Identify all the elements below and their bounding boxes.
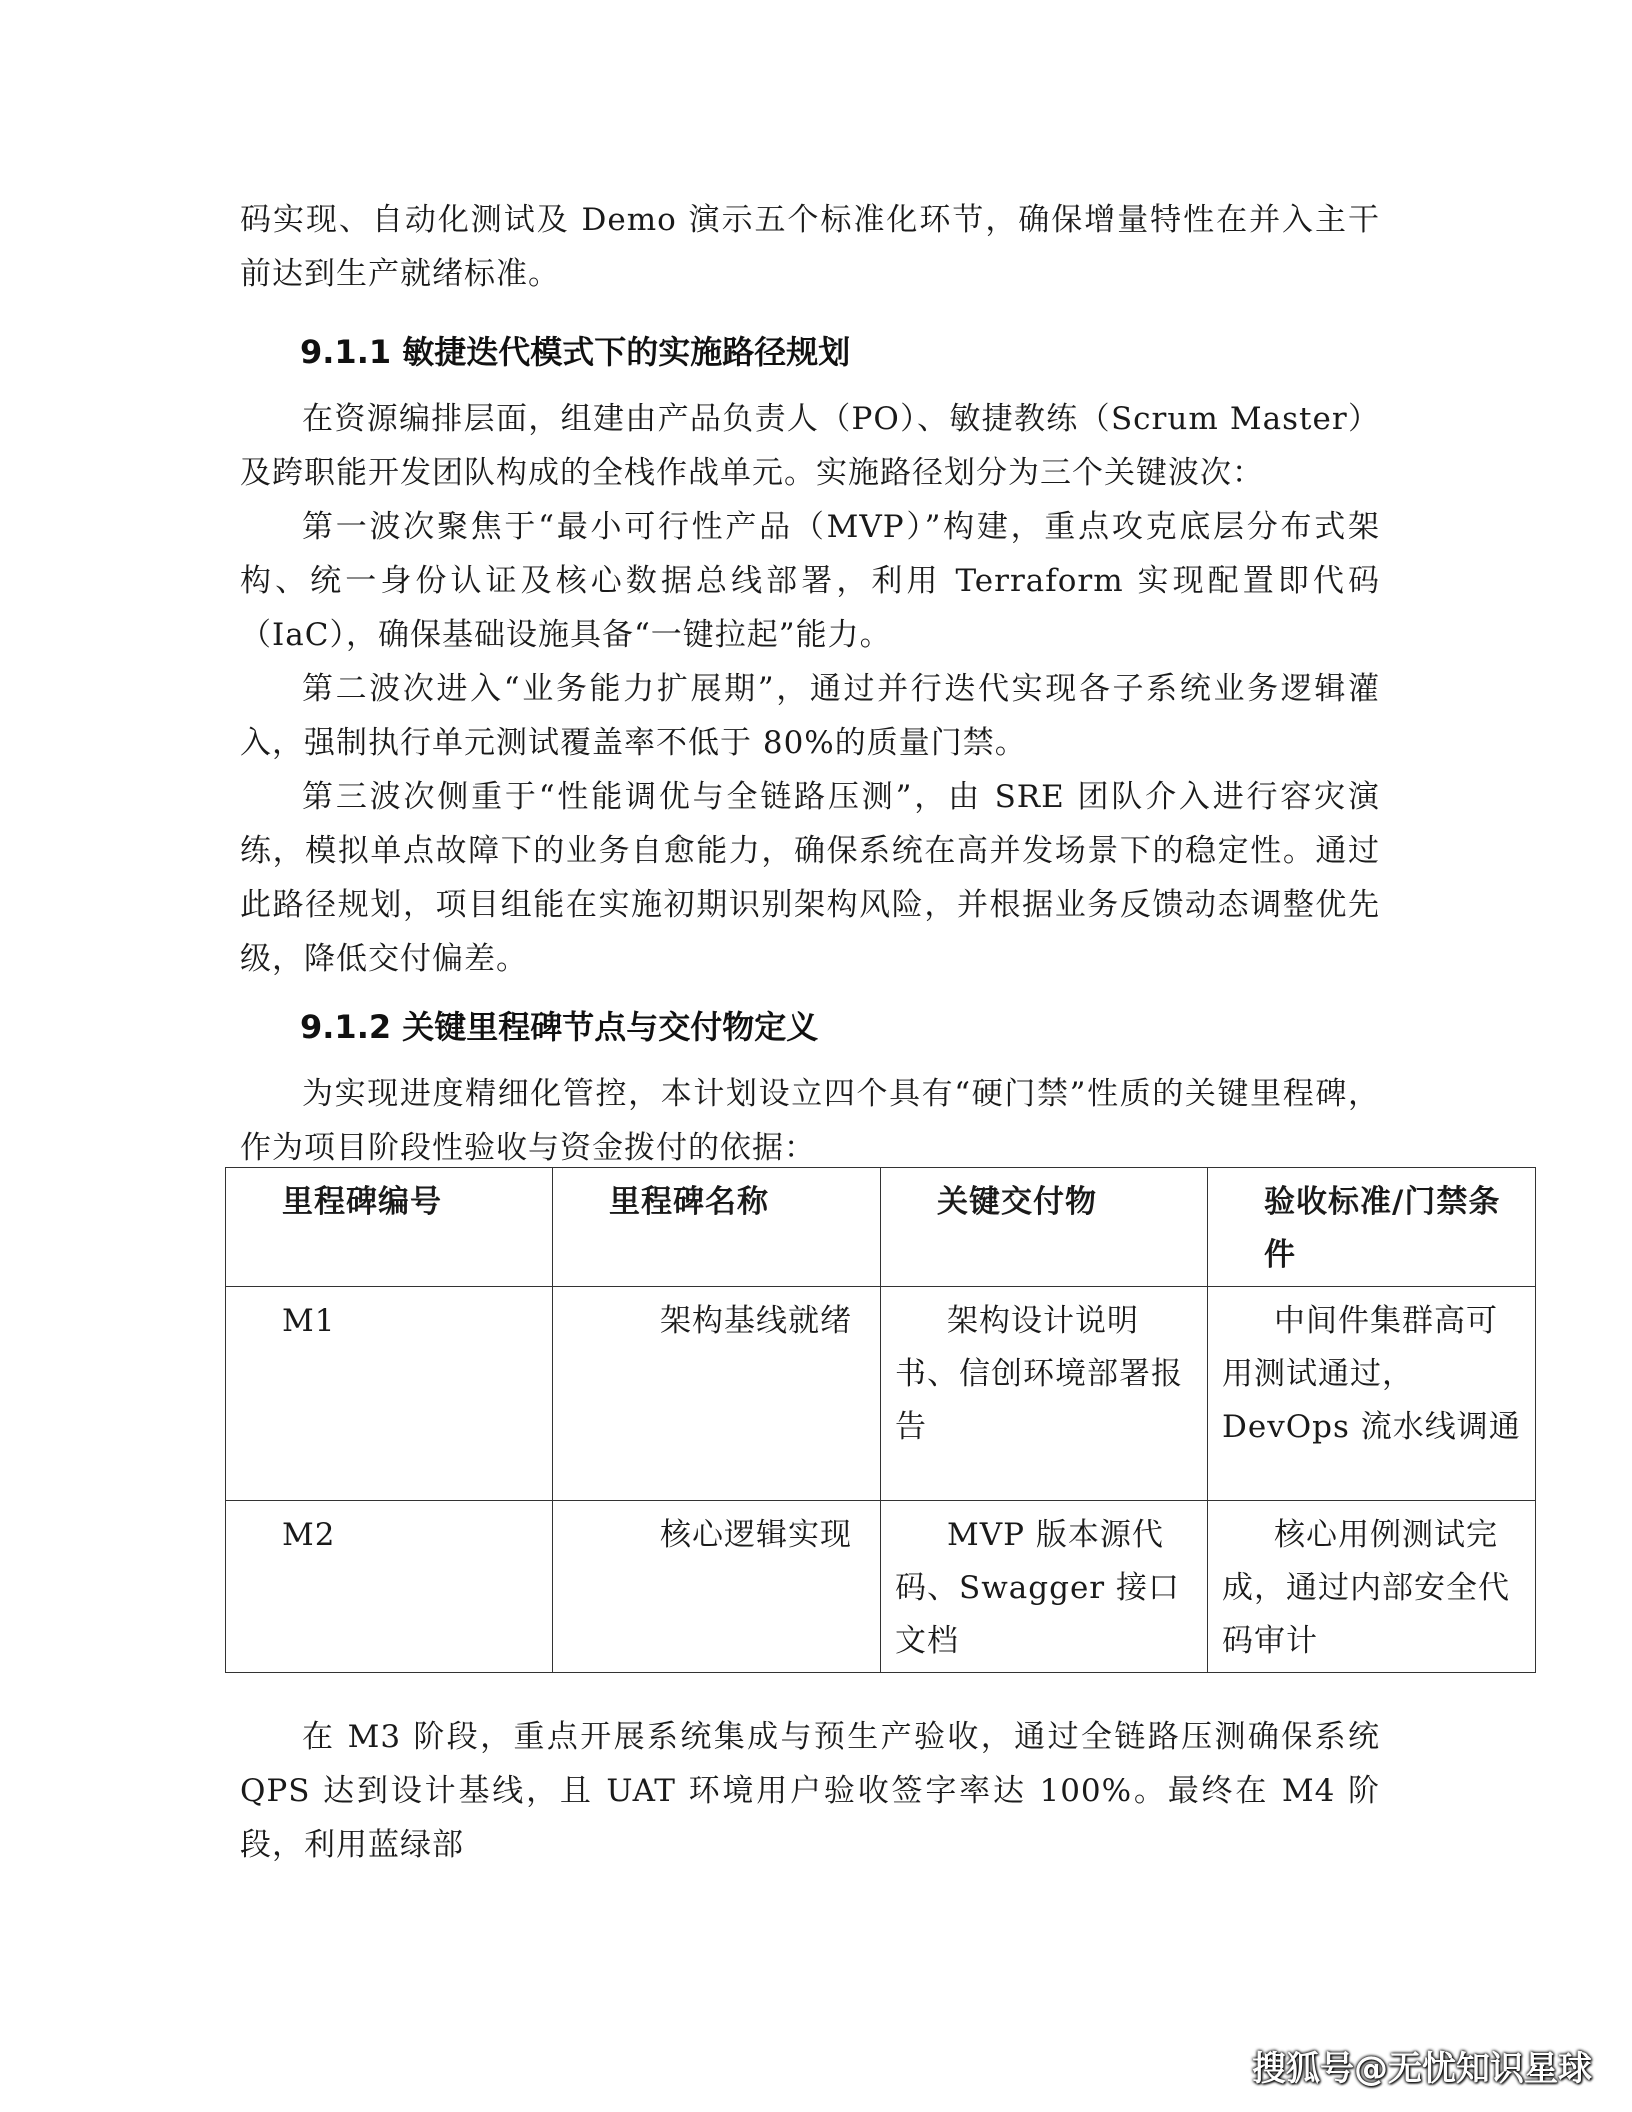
- paragraph-m3-m4: 在 M3 阶段，重点开展系统集成与预生产验收，通过全链路压测确保系统 QPS 达到设计基线，且 UAT 环境用户验收签字率达 100%。最终在 M4 阶段，利用蓝绿部: [240, 1719, 1380, 1863]
- table-header-cell: 里程碑编号: [226, 1168, 553, 1287]
- table-row: [226, 1501, 1536, 1673]
- paragraph-intro-continuation: 码实现、自动化测试及 Demo 演示五个标准化环节，确保增量特性在并入主干前达到生产就绪标准。: [240, 202, 1380, 292]
- paragraph-wave-one: 第一波次聚焦于“最小可行性产品（MVP）”构建，重点攻克底层分布式架构、统一身份认证及核心数据总线部署，利用 Terraform 实现配置即代码（IaC），确保基础设施具备“一键拉起”能力。: [240, 509, 1380, 653]
- milestone-table: [225, 1167, 1536, 1673]
- section-heading-9-1-1: 9.1.1 敏捷迭代模式下的实施路径规划: [300, 333, 851, 371]
- table-header-cell: 关键交付物: [881, 1168, 1208, 1287]
- deliverables-cell: MVP 版本源代码、Swagger 接口文档: [881, 1501, 1208, 1673]
- paragraph-resource-orchestration: 在资源编排层面，组建由产品负责人（PO）、敏捷教练（Scrum Master）及跨职能开发团队构成的全栈作战单元。实施路径划分为三个关键波次：: [240, 401, 1380, 491]
- acceptance-criteria-cell: 核心用例测试完成，通过内部安全代码审计: [1208, 1501, 1536, 1673]
- paragraph-wave-two: 第二波次进入“业务能力扩展期”，通过并行迭代实现各子系统业务逻辑灌入，强制执行单元测试覆盖率不低于 80%的质量门禁。: [240, 671, 1380, 761]
- milestone-id-cell: M2: [226, 1501, 553, 1673]
- table-header-row: [226, 1168, 1536, 1287]
- deliverables-cell: 架构设计说明书、信创环境部署报告: [881, 1287, 1208, 1501]
- paragraph-milestone-intro: 为实现进度精细化管控，本计划设立四个具有“硬门禁”性质的关键里程碑，作为项目阶段性验收与资金拨付的依据：: [240, 1076, 1380, 1166]
- table-header-cell: 验收标准/门禁条件: [1208, 1168, 1536, 1287]
- milestone-name-cell: 架构基线就绪: [553, 1287, 881, 1501]
- acceptance-criteria-cell: 中间件集群高可用测试通过，DevOps 流水线调通: [1208, 1287, 1536, 1501]
- table-header-cell: 里程碑名称: [553, 1168, 881, 1287]
- table-row: [226, 1287, 1536, 1501]
- milestone-name-cell: 核心逻辑实现: [553, 1501, 881, 1673]
- section-heading-9-1-2: 9.1.2 关键里程碑节点与交付物定义: [300, 1008, 819, 1046]
- milestone-id-cell: M1: [226, 1287, 553, 1501]
- paragraph-wave-three: 第三波次侧重于“性能调优与全链路压测”，由 SRE 团队介入进行容灾演练，模拟单点故障下的业务自愈能力，确保系统在高并发场景下的稳定性。通过此路径规划，项目组能在实施初期识别架构风险，并根据业务反馈动态调整优先级，降低交付偏差。: [240, 779, 1380, 977]
- watermark-label: 搜狐号@无忧知识星球: [1252, 2049, 1592, 2089]
